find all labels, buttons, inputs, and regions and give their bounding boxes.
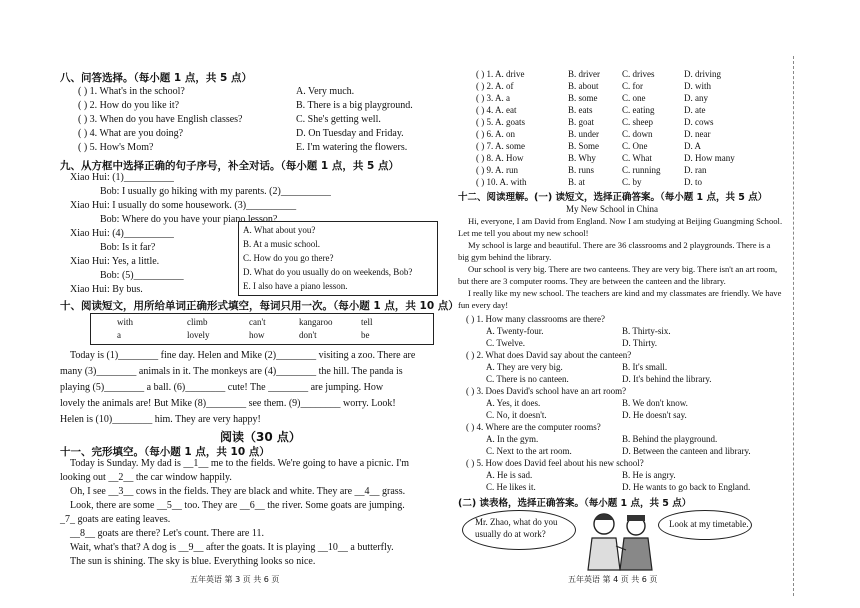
opt-c: C. drives bbox=[622, 69, 655, 79]
s12-passage-line: Let me tell you about my new school! bbox=[458, 228, 589, 238]
word: tell bbox=[361, 317, 373, 327]
box-option-b: B. At a music school. bbox=[243, 239, 320, 249]
dialog-line-8: Bob: (5)__________ bbox=[100, 270, 184, 281]
dialog-line-3: Xiao Hui: I usually do some housework. (3)__________ bbox=[70, 200, 297, 211]
s12-passage-line: Hi, everyone, I am David from England. Now I am studying at Beijing Guangming School. bbox=[468, 216, 783, 226]
dialog-line-9: Xiao Hui: By bus. bbox=[70, 284, 143, 295]
s12-passage-line: Our school is very big. There are two canteens. They are very big. There isn't an art room, bbox=[468, 264, 778, 274]
s10-passage-line: Today is (1)________ fine day. Helen and Mike (2)________ visiting a zoo. There are bbox=[70, 350, 416, 361]
s12-passage-line: I really like my new school. The teachers are kind and my classmates are friendly. We have bbox=[468, 288, 782, 298]
s12-passage-line: My school is large and beautiful. There are 36 classrooms and 2 playgrounds. There is a bbox=[468, 240, 771, 250]
s11-passage-line: Look, there are some __5__ too. They are __6__ the river. Some goats are jumping. bbox=[70, 500, 405, 511]
s12-passage-line: fun every day! bbox=[458, 300, 509, 310]
opt-c: C. one bbox=[622, 93, 646, 103]
reading-option: A. Yes, it does. bbox=[486, 398, 541, 408]
opt-b: B. about bbox=[568, 81, 599, 91]
opt-c: C. for bbox=[622, 81, 643, 91]
s8-question-1: ( ) 1. What's in the school? bbox=[78, 86, 185, 97]
word: lovely bbox=[187, 330, 210, 340]
s11-passage-line: _7_ goats are eating leaves. bbox=[60, 514, 171, 525]
opt-a: ( ) 3. A. a bbox=[476, 93, 510, 103]
reading-heading: 阅读（30 点） bbox=[220, 430, 301, 444]
opt-c: C. One bbox=[622, 141, 648, 151]
bubble-right-text: Look at my timetable. bbox=[669, 519, 749, 529]
dialog-line-6: Bob: Is it far? bbox=[100, 242, 156, 253]
reading-option: D. It's behind the library. bbox=[622, 374, 712, 384]
box-option-c: C. How do you go there? bbox=[243, 253, 334, 263]
reading-option: D. Thirty. bbox=[622, 338, 657, 348]
dialog-line-2: Bob: I usually go hiking with my parents. (2)__________ bbox=[100, 186, 331, 197]
dialog-line-4: Bob: Where do you have your piano lesson? bbox=[100, 214, 278, 225]
section9-title: 九、从方框中选择正确的句子序号，补全对话。（每小题 1 点，共 5 点） bbox=[60, 160, 399, 172]
reading-option: B. Thirty-six. bbox=[622, 326, 671, 336]
opt-d: D. driving bbox=[684, 69, 721, 79]
reading-question: ( ) 3. Does David's school have an art room? bbox=[466, 386, 627, 396]
reading-option: B. We don't know. bbox=[622, 398, 688, 408]
section12-part2-title: (二) 读表格，选择正确答案。（每小题 1 点，共 5 点） bbox=[458, 498, 692, 509]
box-option-a: A. What about you? bbox=[243, 225, 316, 235]
opt-a: ( ) 8. A. How bbox=[476, 153, 524, 163]
opt-a: ( ) 10. A. with bbox=[476, 177, 527, 187]
teacher-and-student-illustration bbox=[574, 506, 664, 574]
reading-option: A. In the gym. bbox=[486, 434, 539, 444]
speech-bubble-left bbox=[462, 510, 576, 550]
s11-passage-line: looking out __2__ the car window happily. bbox=[60, 472, 232, 483]
reading-option: A. Twenty-four. bbox=[486, 326, 544, 336]
opt-d: D. to bbox=[684, 177, 702, 187]
reading-question: ( ) 4. Where are the computer rooms? bbox=[466, 422, 601, 432]
s11-passage-line: Today is Sunday. My dad is __1__ me to the fields. We're going to have a picnic. I'm bbox=[70, 458, 409, 469]
reading-option: C. Next to the art room. bbox=[486, 446, 572, 456]
s8-answer-e: E. I'm watering the flowers. bbox=[296, 142, 408, 153]
word: kangaroo bbox=[299, 317, 333, 327]
s8-question-5: ( ) 5. How's Mom? bbox=[78, 142, 154, 153]
opt-a: ( ) 1. A. drive bbox=[476, 69, 525, 79]
opt-c: C. eating bbox=[622, 105, 655, 115]
opt-d: D. cows bbox=[684, 117, 714, 127]
speech-bubble-right bbox=[658, 510, 752, 540]
section12-title: 十二、阅读理解。(一) 读短文，选择正确答案。（每小题 1 点，共 5 点） bbox=[458, 192, 768, 203]
s12-passage-line: but there are 3 computer rooms. They are between the canteen and the library. bbox=[458, 276, 726, 286]
bubble-left-line: Mr. Zhao, what do you bbox=[475, 517, 558, 527]
opt-c: C. down bbox=[622, 129, 653, 139]
section8-title: 八、问答选择。（每小题 1 点，共 5 点） bbox=[60, 72, 252, 84]
reading-option: D. Between the canteen and library. bbox=[622, 446, 751, 456]
bubble-left-line: usually do at work? bbox=[475, 529, 546, 539]
s8-answer-d: D. On Tuesday and Friday. bbox=[296, 128, 404, 139]
word-box bbox=[90, 313, 434, 345]
s8-question-2: ( ) 2. How do you like it? bbox=[78, 100, 180, 111]
s8-answer-a: A. Very much. bbox=[296, 86, 355, 97]
opt-b: B. Some bbox=[568, 141, 600, 151]
reading-option: C. No, it doesn't. bbox=[486, 410, 547, 420]
opt-b: B. under bbox=[568, 129, 599, 139]
page-cut-line bbox=[793, 56, 794, 596]
opt-d: D. any bbox=[684, 93, 708, 103]
word: with bbox=[117, 317, 134, 327]
page-footer: 五年英语 第 3 页 共 6 页 bbox=[190, 575, 280, 584]
word: don't bbox=[299, 330, 317, 340]
reading-option: C. Twelve. bbox=[486, 338, 525, 348]
dialog-line-5: Xiao Hui: (4)__________ bbox=[70, 228, 174, 239]
opt-c: C. running bbox=[622, 165, 661, 175]
opt-d: D. A bbox=[684, 141, 702, 151]
section10-title: 十、阅读短文，用所给单词正确形式填空，每词只用一次。（每小题 1 点，共 10 点） bbox=[60, 300, 459, 312]
opt-a: ( ) 6. A. on bbox=[476, 129, 515, 139]
word: how bbox=[249, 330, 265, 340]
word: a bbox=[117, 330, 121, 340]
right-page bbox=[458, 0, 788, 608]
reading-question: ( ) 1. How many classrooms are there? bbox=[466, 314, 605, 324]
opt-b: B. goat bbox=[568, 117, 594, 127]
opt-a: ( ) 4. A. eat bbox=[476, 105, 517, 115]
reading-option: D. He doesn't say. bbox=[622, 410, 687, 420]
opt-a: ( ) 5. A. goats bbox=[476, 117, 525, 127]
reading-option: B. Behind the playground. bbox=[622, 434, 718, 444]
opt-b: B. Why bbox=[568, 153, 596, 163]
word: be bbox=[361, 330, 370, 340]
reading-option: A. He is sad. bbox=[486, 470, 533, 480]
box-option-d: D. What do you usually do on weekends, Bob? bbox=[243, 267, 413, 277]
opt-c: C. sheep bbox=[622, 117, 653, 127]
s11-passage-line: Oh, I see __3__ cows in the fields. They are black and white. They are __4__ grass. bbox=[70, 486, 406, 497]
reading-option: B. It's small. bbox=[622, 362, 668, 372]
s8-answer-c: C. She's getting well. bbox=[296, 114, 381, 125]
dialog-line-7: Xiao Hui: Yes, a little. bbox=[70, 256, 160, 267]
word: can't bbox=[249, 317, 266, 327]
box-option-e: E. I also have a piano lesson. bbox=[243, 281, 348, 291]
article-title: My New School in China bbox=[566, 204, 658, 214]
opt-b: B. runs bbox=[568, 165, 595, 175]
page-footer: 五年英语 第 4 页 共 6 页 bbox=[568, 575, 658, 584]
dialog-line-1: Xiao Hui: (1)__________ bbox=[70, 172, 174, 183]
s11-passage-line: The sun is shining. The sky is blue. Everything looks so nice. bbox=[70, 556, 316, 567]
s10-passage-line: many (3)________ animals in it. The monkeys are (4)________ the hill. The panda is bbox=[60, 366, 403, 377]
opt-d: D. How many bbox=[684, 153, 735, 163]
s10-passage-line: playing (5)________ a ball. (6)________ cute! The ________ are jumping. How bbox=[60, 382, 384, 393]
opt-a: ( ) 9. A. run bbox=[476, 165, 518, 175]
opt-d: D. ate bbox=[684, 105, 706, 115]
reading-option: C. There is no canteen. bbox=[486, 374, 569, 384]
reading-option: B. He is angry. bbox=[622, 470, 676, 480]
reading-option: C. He likes it. bbox=[486, 482, 536, 492]
reading-option: A. They are very big. bbox=[486, 362, 563, 372]
opt-d: D. near bbox=[684, 129, 711, 139]
reading-question: ( ) 5. How does David feel about his new school? bbox=[466, 458, 644, 468]
s12-passage-line: big gym behind the library. bbox=[458, 252, 552, 262]
s11-passage-line: __8__ goats are there? Let's count. There are 11. bbox=[70, 528, 264, 539]
s10-passage-line: lovely the animals are! But Mike (8)________ see them. (9)________ worry. Look! bbox=[60, 398, 396, 409]
left-page bbox=[60, 0, 459, 608]
opt-b: B. at bbox=[568, 177, 585, 187]
s8-question-3: ( ) 3. When do you have English classes? bbox=[78, 114, 243, 125]
opt-a: ( ) 7. A. some bbox=[476, 141, 525, 151]
opt-d: D. ran bbox=[684, 165, 707, 175]
section11-title: 十一、完形填空。（每小题 1 点，共 10 点） bbox=[60, 446, 270, 458]
opt-c: C. What bbox=[622, 153, 652, 163]
opt-a: ( ) 2. A. of bbox=[476, 81, 514, 91]
s8-question-4: ( ) 4. What are you doing? bbox=[78, 128, 184, 139]
reading-question: ( ) 2. What does David say about the canteen? bbox=[466, 350, 632, 360]
options-box bbox=[238, 221, 438, 296]
s10-passage-line: Helen is (10)________ him. They are very happy! bbox=[60, 414, 261, 425]
opt-b: B. eats bbox=[568, 105, 593, 115]
opt-b: B. some bbox=[568, 93, 598, 103]
word: climb bbox=[187, 317, 208, 327]
opt-d: D. with bbox=[684, 81, 711, 91]
opt-c: C. by bbox=[622, 177, 642, 187]
reading-option: D. He wants to go back to England. bbox=[622, 482, 751, 492]
s11-passage-line: Wait, what's that? A dog is __9__ after the goats. It is playing __10__ a butterfly. bbox=[70, 542, 394, 553]
opt-b: B. driver bbox=[568, 69, 600, 79]
s8-answer-b: B. There is a big playground. bbox=[296, 100, 413, 111]
